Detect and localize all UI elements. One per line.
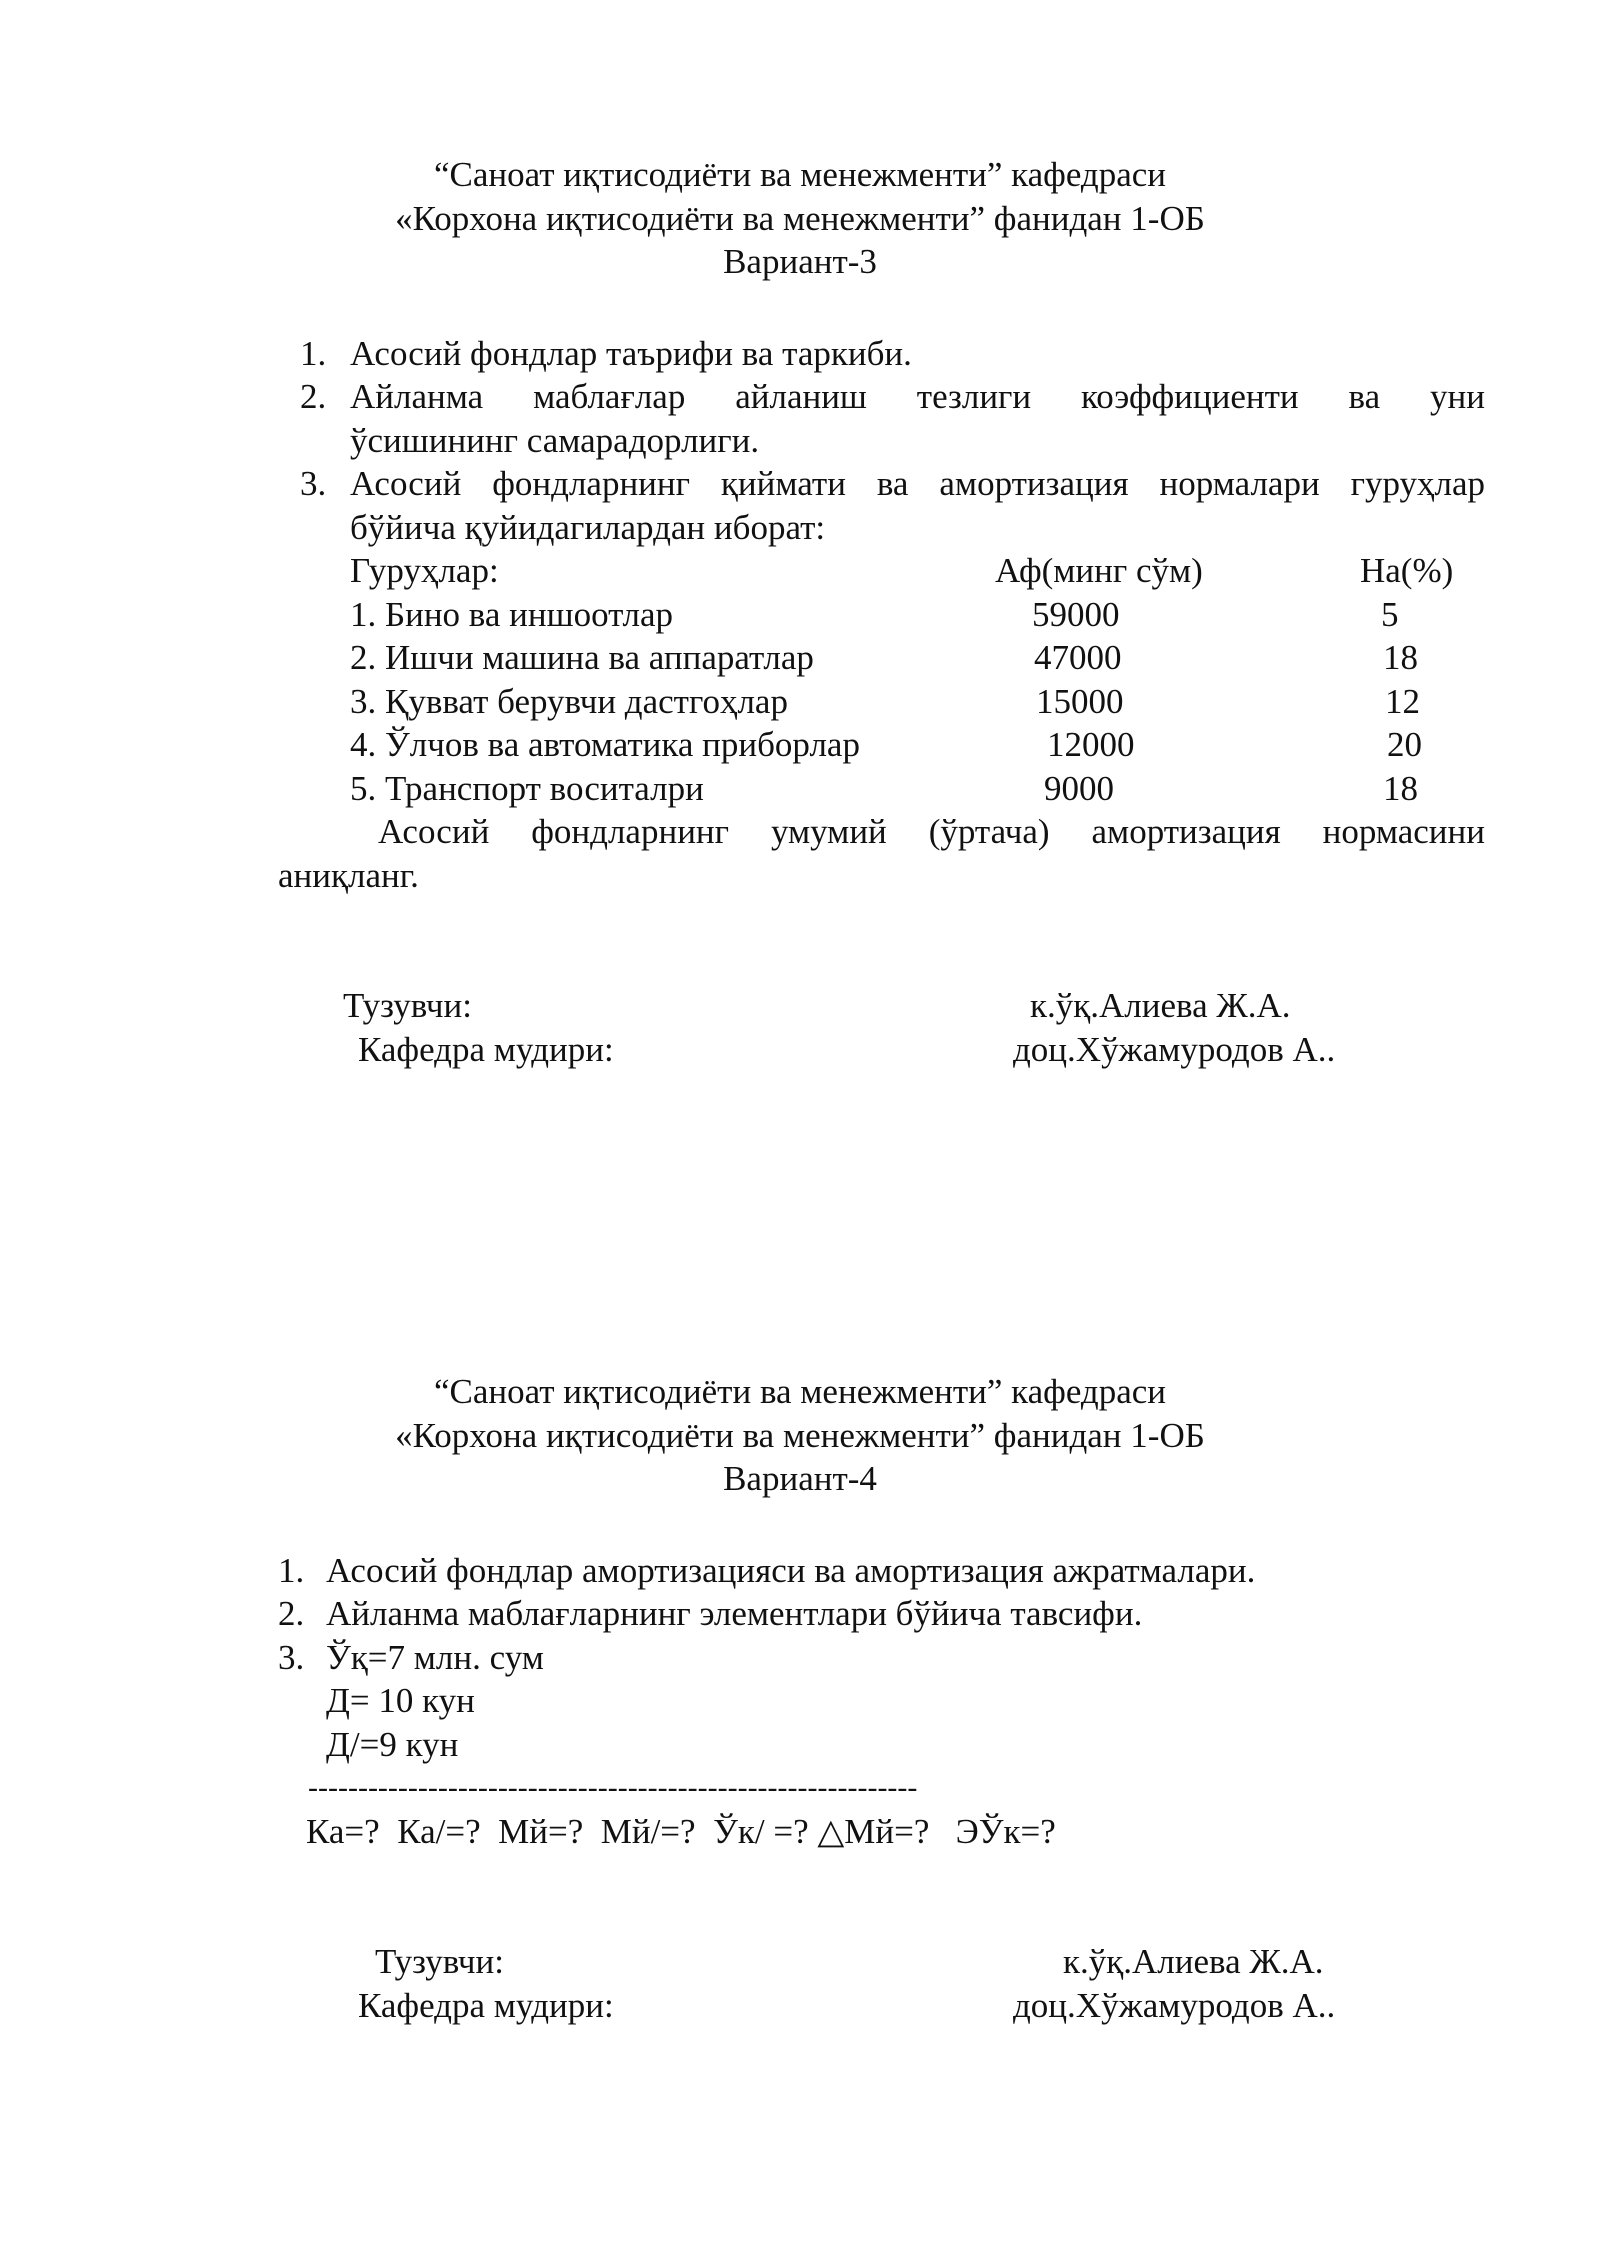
department-title: “Саноат иқтисодиёти ва менежменти” кафедраси <box>433 1372 1167 1411</box>
subject-title: «Корхона иқтисодиёти ва менежменти” фанидан 1-ОБ <box>395 1415 1205 1455</box>
unknowns-row <box>0 1810 1600 1854</box>
variant-3-header <box>0 153 1600 284</box>
question-number: 1. <box>278 1550 305 1590</box>
variant-3-block <box>0 153 1600 1071</box>
question-2 <box>0 375 1600 419</box>
question-2 <box>0 1592 1600 1636</box>
task-statement <box>0 810 1600 854</box>
na-value: 20 <box>1387 725 1422 764</box>
na-value: 12 <box>1385 681 1420 721</box>
head-label: Кафедра мудири: <box>358 1985 614 2025</box>
head-name: доц.Хўжамуродов А.. <box>1013 1029 1336 1069</box>
unknowns-text: Ка=? Ка/=? Мй=? Мй/=? Ўк/ =? △Мй=? ЭЎк=? <box>306 1811 1056 1851</box>
table-row <box>0 767 1600 811</box>
divider-line <box>0 1766 1600 1810</box>
col-header-af: Аф(минг сўм) <box>995 551 1203 590</box>
task-text-cont: аниқланг. <box>278 855 419 895</box>
question-text: Асосий фондлар амортизацияси ва амортизация ажратмалари. <box>326 1550 1256 1590</box>
group-name: 4. Ўлчов ва автоматика приборлар <box>350 725 860 764</box>
signature-author <box>0 1940 1600 1984</box>
question-number: 3. <box>300 464 327 503</box>
signature-head <box>0 1028 1600 1072</box>
group-name: 2. Ишчи машина ва аппаратлар <box>350 638 814 677</box>
af-value: 12000 <box>1047 725 1135 764</box>
signature-head <box>0 1984 1600 2028</box>
author-name: к.ўқ.Алиева Ж.А. <box>1063 1942 1324 1981</box>
group-name: 5. Транспорт воситалри <box>350 768 704 808</box>
head-label: Кафедра мудири: <box>358 1029 614 1069</box>
group-name: 1. Бино ва иншоотлар <box>350 594 674 634</box>
af-value: 15000 <box>1036 681 1124 721</box>
variant-title: Вариант-4 <box>723 1459 877 1498</box>
question-number: 1. <box>300 333 327 373</box>
dash-divider: ------------------------------------------------------------- <box>308 1771 918 1804</box>
question-1 <box>0 1549 1600 1593</box>
na-value: 18 <box>1383 638 1418 677</box>
author-name: к.ўқ.Алиева Ж.А. <box>1030 986 1291 1025</box>
author-label: Тузувчи: <box>375 1942 504 1981</box>
table-row <box>0 636 1600 680</box>
col-header-groups: Гуруҳлар: <box>350 551 499 590</box>
af-value: 9000 <box>1044 768 1114 808</box>
question-number: 2. <box>300 377 327 416</box>
question-text: Айланма маблағлар айланиш тезлиги коэффициенти ва уни <box>350 377 1485 416</box>
author-label: Тузувчи: <box>343 986 472 1025</box>
task-text: Асосий фондларнинг умумий (ўртача) амортизация нормасини <box>378 812 1485 851</box>
question-3 <box>0 462 1600 506</box>
question-number: 2. <box>278 1594 305 1633</box>
col-header-na: На(%) <box>1360 551 1454 590</box>
table-row <box>0 723 1600 767</box>
given-value: Д/=9 кун <box>326 1724 459 1764</box>
question-text: Айланма маблағларнинг элементлари бўйича тавсифи. <box>326 1594 1143 1633</box>
question-text-cont: ўсишининг самарадорлиги. <box>350 420 760 460</box>
question-text: Асосий фондлар таърифи ва таркиби. <box>350 333 912 373</box>
table-row <box>0 680 1600 724</box>
table-header-row <box>0 549 1600 593</box>
subject-title: «Корхона иқтисодиёти ва менежменти” фанидан 1-ОБ <box>395 198 1205 238</box>
head-name: доц.Хўжамуродов А.. <box>1013 1985 1336 2025</box>
af-value: 59000 <box>1032 594 1120 634</box>
variant-4-header <box>0 1370 1600 1501</box>
variant-4-block <box>0 1370 1600 2027</box>
group-name: 3. Қувват берувчи дастгоҳлар <box>350 681 788 721</box>
na-value: 18 <box>1383 768 1418 808</box>
department-title: “Саноат иқтисодиёти ва менежменти” кафедраси <box>433 155 1167 194</box>
question-text: Асосий фондларнинг қиймати ва амортизация нормалари гуруҳлар <box>350 464 1485 503</box>
table-row <box>0 593 1600 637</box>
given-value: Ўқ=7 млн. сум <box>326 1637 544 1677</box>
question-3 <box>0 1636 1600 1680</box>
na-value: 5 <box>1381 594 1399 634</box>
af-value: 47000 <box>1034 638 1122 677</box>
variant-title: Вариант-3 <box>723 242 877 281</box>
given-value: Д= 10 кун <box>326 1681 475 1720</box>
question-number: 3. <box>278 1637 305 1677</box>
question-text-cont: бўйича қуйидагилардан иборат: <box>350 507 826 547</box>
signature-author <box>0 984 1600 1028</box>
question-1 <box>0 332 1600 376</box>
